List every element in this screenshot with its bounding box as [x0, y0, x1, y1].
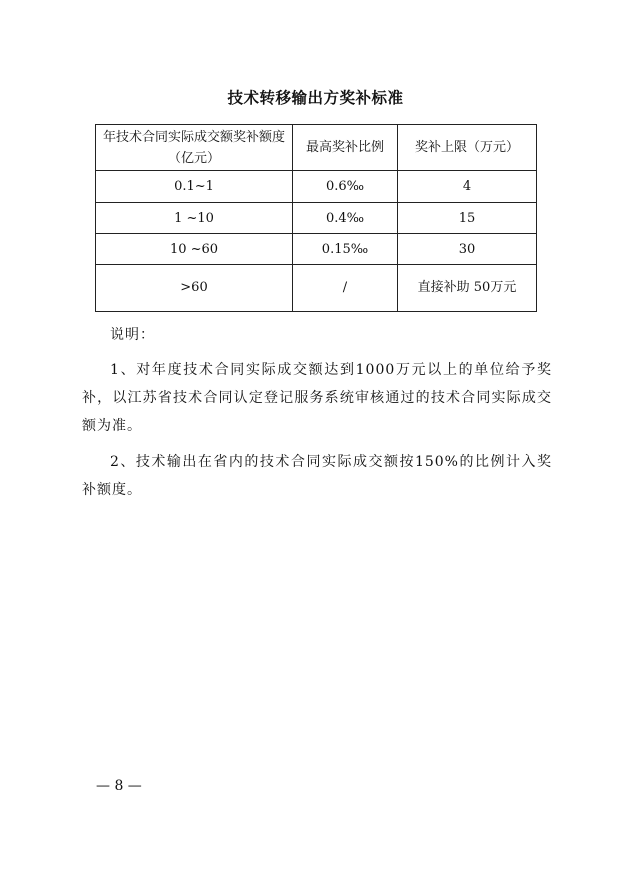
- cell-cap: 30: [398, 234, 537, 265]
- cell-ratio: 0.6‰: [293, 171, 398, 203]
- table-row: [96, 265, 537, 312]
- header-transaction-amount: 年技术合同实际成交额奖补额度（亿元）: [96, 125, 293, 171]
- header-max-ratio: 最高奖补比例: [293, 125, 398, 171]
- notes-heading: 说明：: [110, 327, 155, 343]
- note-item-1: 1、对年度技术合同实际成交额达到1000万元以上的单位给予奖补，以江苏省技术合同认定登记服务系统审核通过的技术合同实际成交额为准。: [82, 362, 552, 434]
- table-row: [96, 203, 537, 234]
- cell-ratio: 0.4‰: [293, 203, 398, 234]
- document-title: 技术转移输出方奖补标准: [227, 88, 404, 107]
- note-item-2: 2、技术输出在省内的技术合同实际成交额按150%的比例计入奖补额度。: [82, 454, 552, 498]
- page-number: — 8 —: [96, 778, 142, 794]
- cell-amount: 0.1~1: [96, 171, 293, 203]
- header-reward-cap: 奖补上限（万元）: [398, 125, 537, 171]
- table-header-row: [96, 125, 537, 171]
- cell-cap: 15: [398, 203, 537, 234]
- table-row: [96, 234, 537, 265]
- cell-amount: 1 ~10: [96, 203, 293, 234]
- cell-amount: 10 ~60: [96, 234, 293, 265]
- cell-amount: >60: [96, 265, 293, 312]
- cell-cap: 4: [398, 171, 537, 203]
- cell-ratio: /: [293, 265, 398, 312]
- cell-ratio: 0.15‰: [293, 234, 398, 265]
- cell-cap: 直接补助 50万元: [398, 265, 537, 312]
- reward-standard-table: [95, 124, 537, 312]
- table-row: [96, 171, 537, 203]
